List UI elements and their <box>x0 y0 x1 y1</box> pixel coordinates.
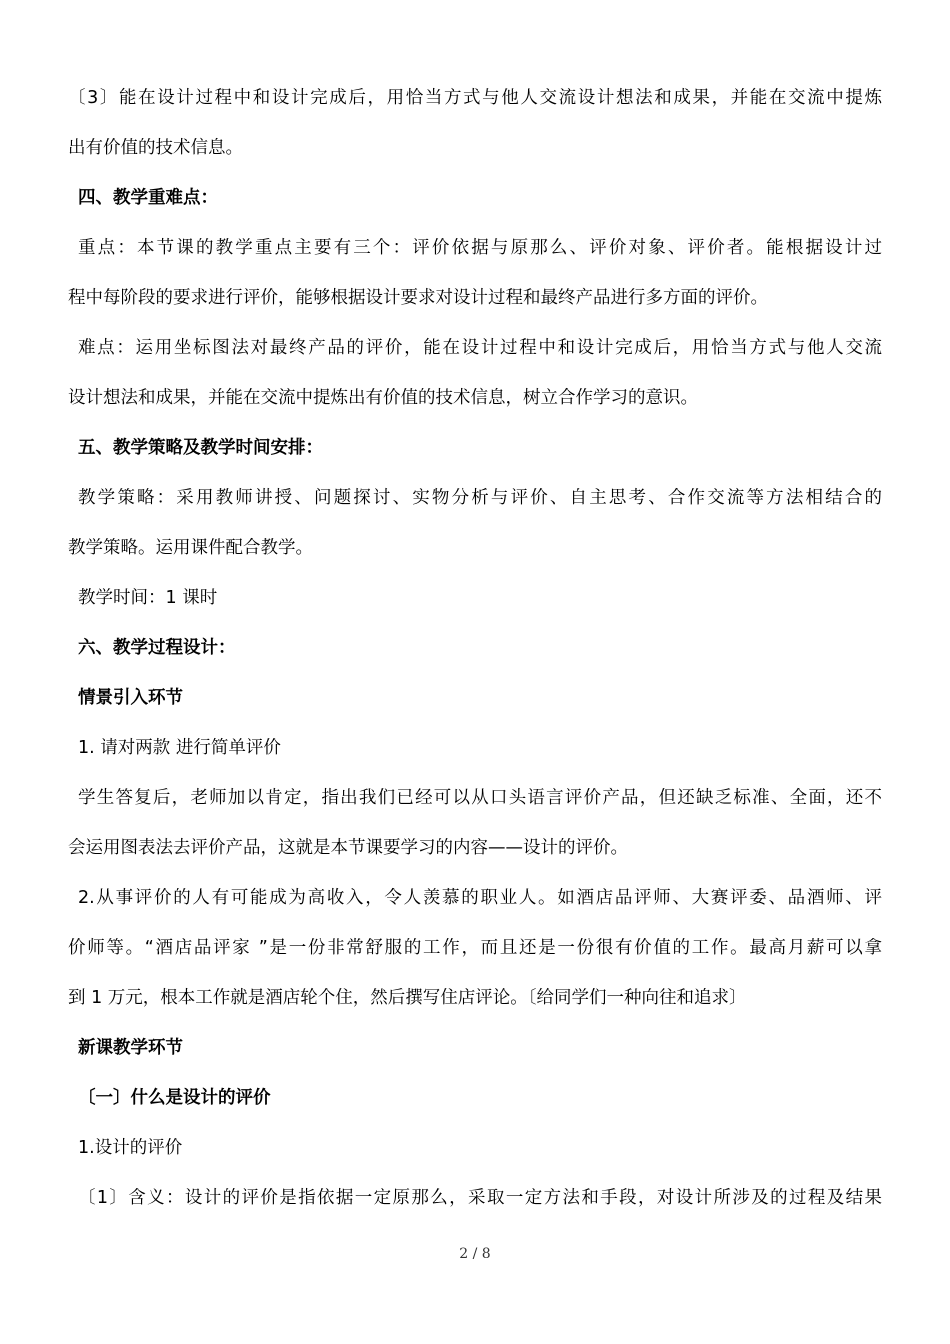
difficult-points-line-1: 难点：运用坐标图法对最终产品的评价，能在设计过程中和设计完成后，用恰当方式与他人交流 <box>78 338 882 358</box>
definition-line-1: 〔1〕含义：设计的评价是指依据一定原那么，采取一定方法和手段，对设计所涉及的过程及结果 <box>78 1188 882 1208</box>
section-heading-5: 五、教学策略及教学时间安排： <box>78 438 323 458</box>
difficult-points-line-2: 设计想法和成果，并能在交流中提炼出有价值的技术信息，树立合作学习的意识。 <box>68 388 698 408</box>
objective-3-line-1: 〔3〕能在设计过程中和设计完成后，用恰当方式与他人交流设计想法和成果，并能在交流中提炼 <box>68 88 882 108</box>
section-heading-6: 六、教学过程设计： <box>78 638 236 658</box>
strategy-line-2: 教学策略。运用课件配合教学。 <box>68 538 313 558</box>
student-answer-line-1: 学生答复后，老师加以肯定，指出我们已经可以从口头语言评价产品，但还缺乏标准、全面，还不 <box>78 788 882 808</box>
subheading-new-lesson: 新课教学环节 <box>78 1038 183 1058</box>
subheading-intro: 情景引入环节 <box>78 688 183 708</box>
intro-item-2-line-3: 到 1 万元，根本工作就是酒店轮个住，然后撰写住店评论。〔给同学们一种向往和追求〕 <box>68 988 747 1008</box>
page-number: 2 / 8 <box>459 1246 491 1262</box>
teaching-time: 教学时间：1 课时 <box>78 588 218 608</box>
key-points-line-1: 重点：本节课的教学重点主要有三个：评价依据与原那么、评价对象、评价者。能根据设计过 <box>78 238 882 258</box>
intro-item-2-line-1: 2.从事评价的人有可能成为高收入，令人羡慕的职业人。如酒店品评师、大赛评委、品酒师、评 <box>78 888 882 908</box>
section-heading-4: 四、教学重难点： <box>78 188 218 208</box>
strategy-line-1: 教学策略：采用教师讲授、问题探讨、实物分析与评价、自主思考、合作交流等方法相结合的 <box>78 488 882 508</box>
intro-item-1: 1. 请对两款 进行简单评价 <box>78 738 281 758</box>
subheading-what-is-evaluation: 〔一〕什么是设计的评价 <box>78 1088 271 1108</box>
item-design-evaluation: 1.设计的评价 <box>78 1138 183 1158</box>
key-points-line-2: 程中每阶段的要求进行评价，能够根据设计要求对设计过程和最终产品进行多方面的评价。 <box>68 288 768 308</box>
student-answer-line-2: 会运用图表法去评价产品，这就是本节课要学习的内容——设计的评价。 <box>68 838 628 858</box>
intro-item-2-line-2: 价师等。“酒店品评家 ”是一份非常舒服的工作，而且还是一份很有价值的工作。最高月薪可以拿 <box>68 938 882 958</box>
objective-3-line-2: 出有价值的技术信息。 <box>68 138 243 158</box>
